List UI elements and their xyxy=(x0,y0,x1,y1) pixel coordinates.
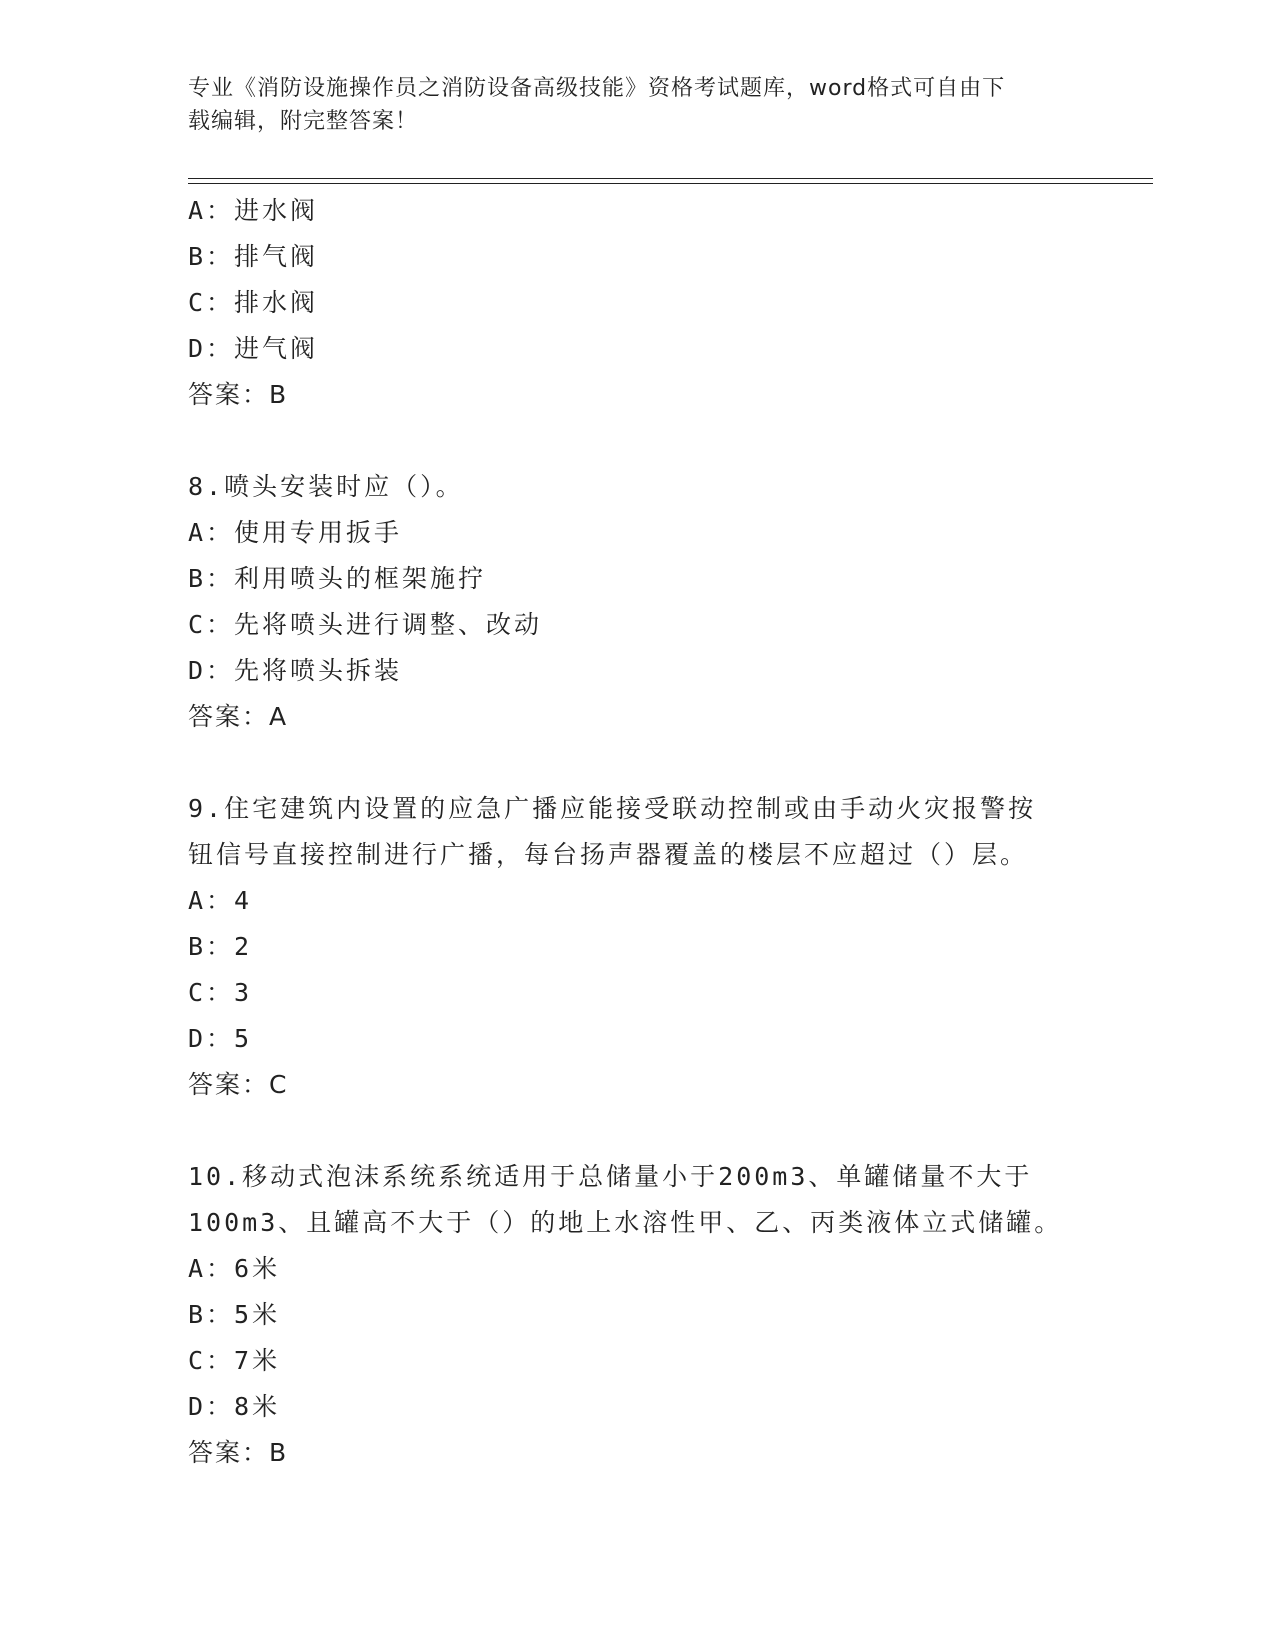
answer: 答案：B xyxy=(188,380,289,409)
option-d: D：先将喷头拆装 xyxy=(188,656,403,685)
document-header xyxy=(188,72,1088,138)
question-text: 8.喷头安装时应（）。 xyxy=(188,472,464,501)
question-text-line-2: 100m3、且罐高不大于（）的地上水溶性甲、乙、丙类液体立式储罐。 xyxy=(188,1208,1063,1237)
option-a: A：4 xyxy=(188,886,253,915)
option-d: D：进气阀 xyxy=(188,334,319,363)
header-divider-top xyxy=(188,178,1153,179)
question-text-line-2: 钮信号直接控制进行广播，每台扬声器覆盖的楼层不应超过（）层。 xyxy=(188,840,1029,869)
question-text-line-1: 9.住宅建筑内设置的应急广播应能接受联动控制或由手动火灾报警按 xyxy=(188,794,1037,823)
option-a: A：进水阀 xyxy=(188,196,319,225)
option-c: C：7米 xyxy=(188,1346,281,1375)
option-d: D：5 xyxy=(188,1024,253,1053)
option-a: A：6米 xyxy=(188,1254,281,1283)
answer: 答案：A xyxy=(188,702,289,731)
answer: 答案：B xyxy=(188,1438,289,1467)
question-text-line-1: 10.移动式泡沫系统系统适用于总储量小于200m3、单罐储量不大于 xyxy=(188,1162,1033,1191)
option-c: C：排水阀 xyxy=(188,288,319,317)
question-list xyxy=(188,188,1148,1476)
option-a: A：使用专用扳手 xyxy=(188,518,403,547)
header-line-1: 专业《消防设施操作员之消防设备高级技能》资格考试题库，word格式可自由下 xyxy=(188,76,1006,101)
option-d: D：8米 xyxy=(188,1392,281,1421)
header-line-2: 载编辑，附完整答案！ xyxy=(188,109,419,134)
option-b: B：5米 xyxy=(188,1300,281,1329)
header-divider-bottom xyxy=(188,183,1153,184)
option-b: B：排气阀 xyxy=(188,242,319,271)
question-10 xyxy=(188,1154,1148,1476)
option-b: B：利用喷头的框架施拧 xyxy=(188,564,487,593)
question-8 xyxy=(188,464,1148,740)
question-7-tail xyxy=(188,188,1148,418)
option-c: C：3 xyxy=(188,978,253,1007)
answer: 答案：C xyxy=(188,1070,289,1099)
question-9 xyxy=(188,786,1148,1108)
option-b: B：2 xyxy=(188,932,253,961)
option-c: C：先将喷头进行调整、改动 xyxy=(188,610,543,639)
